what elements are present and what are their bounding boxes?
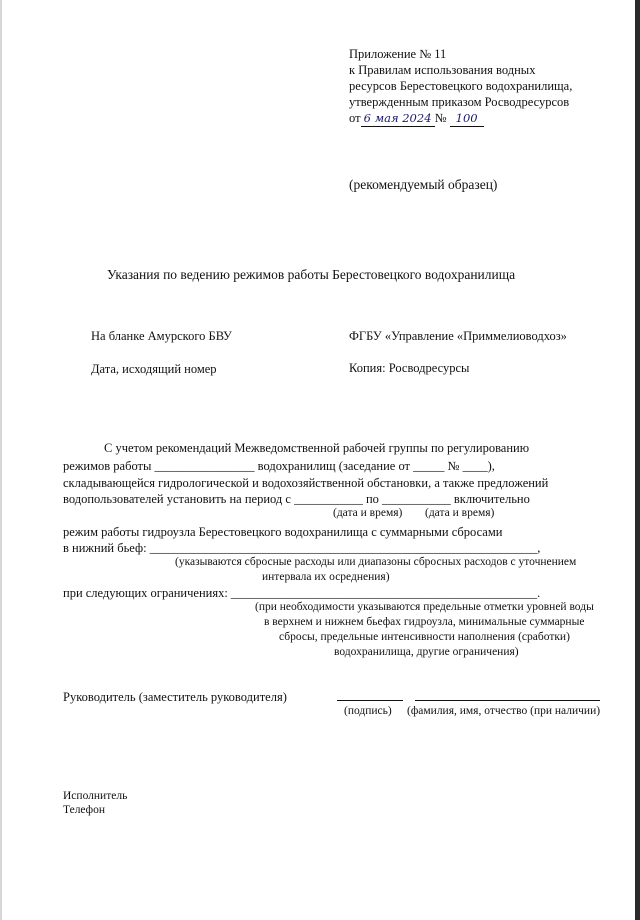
limits-caption-1: (при необходимости указываются предельные отметки уровней воды [255, 601, 594, 613]
scan-left-edge [0, 0, 2, 920]
body-line-2: режимов работы ________________ водохранилищ (заседание от _____ № ____), [63, 459, 495, 473]
body-line-4: водопользователей установить на период с ___________ по ___________ включительно [63, 492, 530, 506]
appendix-line-4: утвержденным приказом Росводресурсов [349, 95, 570, 109]
date-caption-from: (дата и время) [333, 507, 403, 519]
appendix-line-5 [349, 110, 484, 127]
body-line-6: в нижний бьеф: ______________________________________________________________, [63, 541, 541, 555]
handwritten-date: 6 мая 2024 [361, 110, 435, 127]
body-line-3: складывающейся гидрологической и водохозяйственной обстановки, а также предложений [63, 476, 549, 490]
header-right-2: Копия: Росводресурсы [349, 361, 470, 375]
limits-caption-2: в верхнем и нижнем бьефах гидроузла, минимальные суммарные [264, 616, 585, 628]
appendix-ot: от [349, 111, 361, 125]
header-right-1: ФГБУ «Управление «Приммелиоводхоз» [349, 329, 567, 343]
discharge-caption-1: (указываются сбросные расходы или диапазоны сбросных расходов с уточнением [175, 556, 577, 568]
limits-caption-4: водохранилища, другие ограничения) [334, 646, 519, 658]
signature-label: Руководитель (заместитель руководителя) [63, 690, 287, 704]
body-line-5: режим работы гидроузла Берестовецкого водохранилища с суммарными сбросами [63, 525, 503, 539]
document-title: Указания по ведению режимов работы Берестовецкого водохранилища [107, 267, 516, 282]
name-caption: (фамилия, имя, отчество (при наличии) [407, 705, 601, 717]
appendix-line-2: к Правилам использования водных [349, 63, 536, 77]
name-line [415, 700, 600, 701]
signature-caption: (подпись) [344, 705, 392, 717]
scan-right-edge [635, 0, 640, 920]
recommended-sample: (рекомендуемый образец) [349, 177, 498, 192]
limits-caption-3: сбросы, предельные интенсивности наполнения (сработки) [279, 631, 570, 643]
executor-label: Исполнитель [63, 790, 128, 802]
appendix-line-3: ресурсов Берестовецкого водохранилища, [349, 79, 573, 93]
header-left-2: Дата, исходящий номер [91, 362, 217, 376]
date-caption-to: (дата и время) [425, 507, 495, 519]
discharge-caption-2: интервала их осреднения) [262, 571, 390, 583]
appendix-line-1: Приложение № 11 [349, 47, 447, 61]
handwritten-number: 100 [450, 110, 484, 127]
appendix-no: № [434, 111, 447, 125]
header-left-1: На бланке Амурского БВУ [91, 329, 232, 343]
body-line-7: при следующих ограничениях: _________________________________________________. [63, 586, 541, 600]
signature-line [337, 700, 403, 701]
body-line-1: С учетом рекомендаций Межведомственной рабочей группы по регулированию [104, 441, 530, 455]
phone-label: Телефон [63, 804, 106, 816]
